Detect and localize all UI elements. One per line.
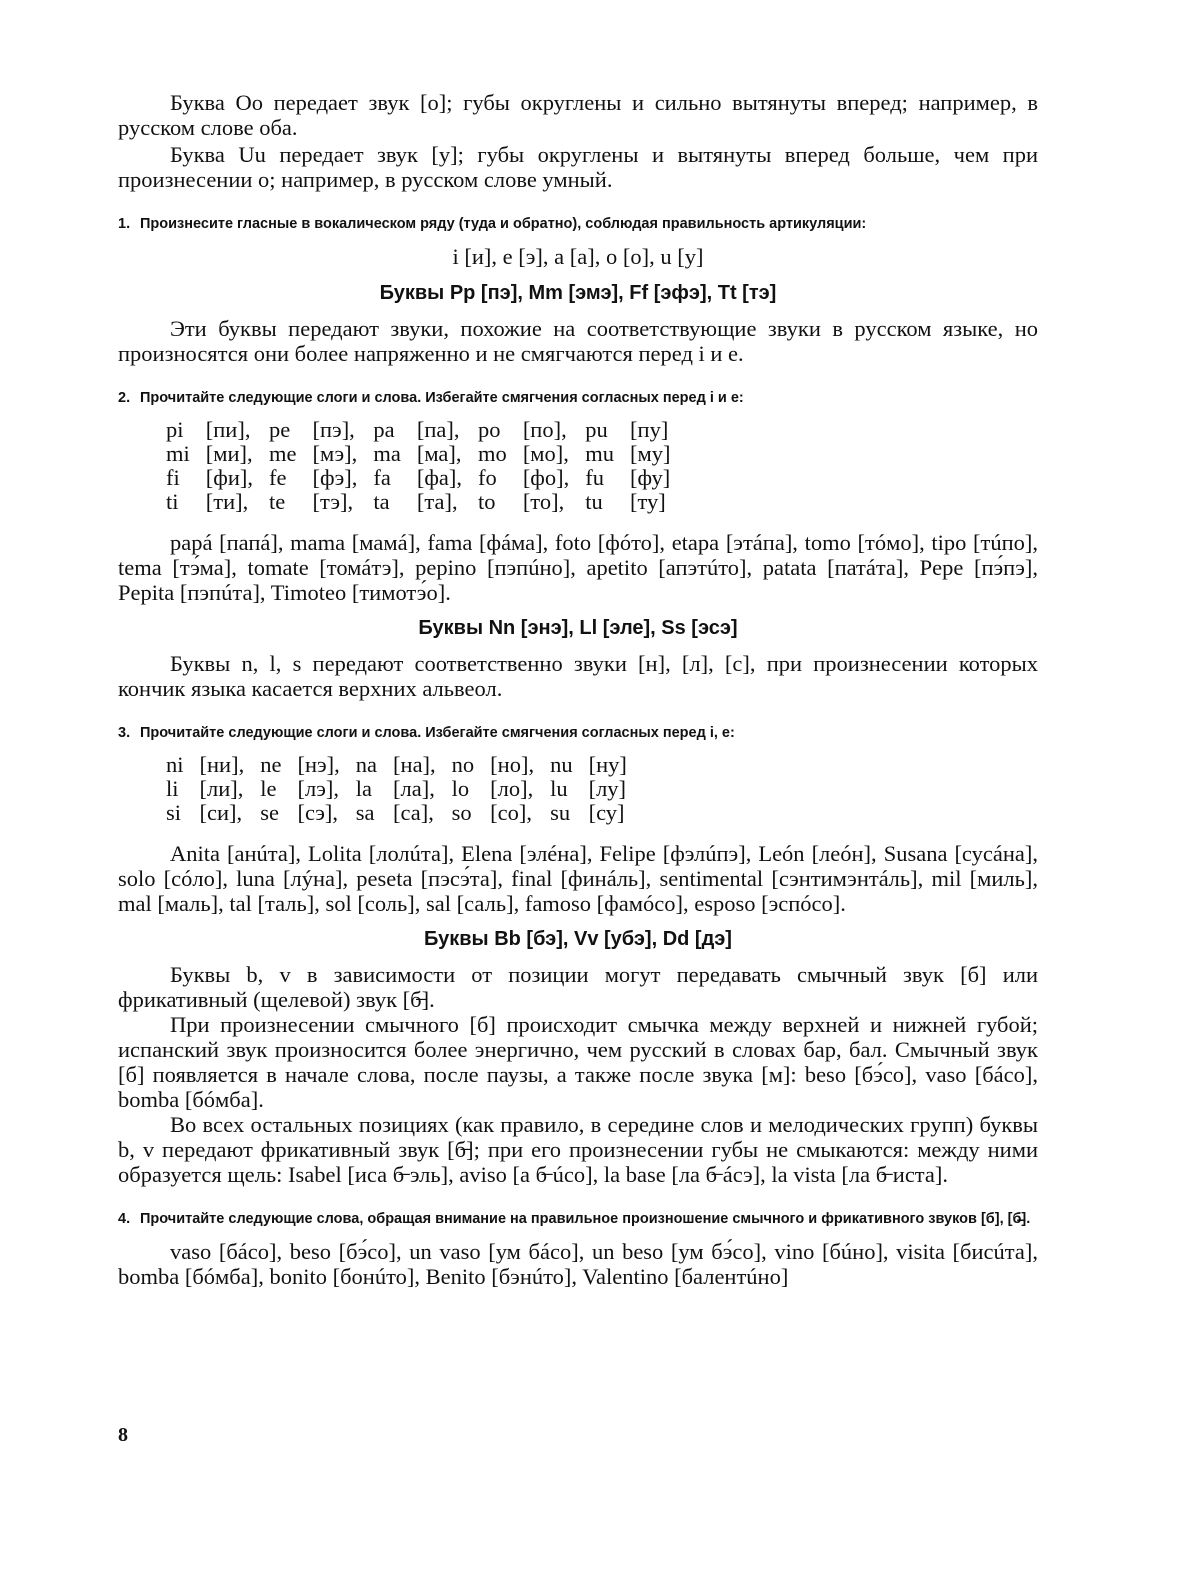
syllable-cell: [су] — [588, 800, 625, 825]
syllable-cell: no — [451, 752, 475, 777]
syllable-cell: [ли], — [199, 776, 244, 801]
exercise-text: Прочитайте следующие слоги и слова. Избегайте смягчения согласных перед i и e: — [140, 390, 744, 406]
syllable-cell: [ту] — [630, 489, 666, 514]
section-text-bvd-3: Во всех остальных позициях (как правило, в середине слов и мелодических групп) буквы b, v передают фрикативный звук [б̶]; при его произнесении губы не смыкаются: между ними образуется щель: Isabel [иса б̶ эль], aviso [а б̶ úсо], la base [ла б̶ áсэ], la vista [ла б̶ иста]. — [118, 1112, 1038, 1187]
syllable-row — [166, 777, 643, 801]
page-number: 8 — [118, 1424, 128, 1446]
syllable-cell: [фи], — [205, 465, 253, 490]
syllable-cell: te — [269, 489, 286, 514]
section-text-bvd-1: Буквы b, v в зависимости от позиции могут передавать смычный звук [б] или фрикативный (щелевой) звук [б̶]. — [118, 962, 1038, 1012]
syllable-cell: [ло], — [490, 776, 534, 801]
syllable-cell: [на], — [393, 752, 436, 777]
syllable-cell: le — [260, 776, 277, 801]
syllable-cell: [фэ], — [312, 465, 358, 490]
page-content — [118, 90, 1038, 1289]
word-list-3: Anita [анúта], Lolita [лолúта], Elena [элéна], Felipe [фэлúпэ], León [леóн], Susana [сусáна], solo [сóло], luna [лýна], peseta [пэсэ́та], final [финáль], sentimental [сэнтимэнтáль], mil [миль], mal [маль], tal [таль], sol [соль], sal [саль], famoso [фамóсо], esposo [эспóсо]. — [118, 841, 1038, 916]
syllable-cell: [пу] — [630, 417, 669, 442]
syllable-cell: po — [478, 417, 501, 442]
syllable-cell: fu — [585, 465, 605, 490]
exercise-4-instruction — [118, 1209, 1038, 1229]
syllable-row — [166, 801, 643, 825]
syllable-cell: ne — [260, 752, 282, 777]
syllable-cell: [фа], — [416, 465, 463, 490]
syllable-cell: [мэ], — [312, 441, 358, 466]
word-list-2: papá [папá], mama [мамá], fama [фáма], foto [фóто], etapa [этáпа], tomo [тóмо], tipo [тúпо], tema [тэ́ма], tomate [томáтэ], pepino [пэпúно], apetito [апэтúто], patata [патáта], Pepe [пэ́пэ], Pepita [пэпúта], Timoteo [тимотэ́о]. — [118, 530, 1038, 605]
syllable-cell: nu — [550, 752, 573, 777]
exercise-text: Произнесите гласные в вокалическом ряду (туда и обратно), соблюдая правильность артикуляции: — [140, 216, 867, 232]
syllable-row — [166, 490, 687, 514]
exercise-number: 4. — [118, 1211, 131, 1227]
syllable-cell: [сэ], — [297, 800, 338, 825]
syllable-cell: lu — [550, 776, 568, 801]
syllable-cell: me — [269, 441, 297, 466]
vowel-row: i [и], e [э], a [а], o [о], u [у] — [452, 244, 704, 269]
exercise-number: 1. — [118, 216, 131, 232]
syllable-table-3 — [166, 753, 643, 825]
syllable-cell: la — [355, 776, 373, 801]
section-text-nls: Буквы n, l, s передают соответственно звуки [н], [л], [с], при произнесении которых кончик языка касается верхних альвеол. — [118, 651, 1038, 701]
syllable-cell: [та], — [416, 489, 458, 514]
section-title-nls: Буквы Nn [энэ], Ll [эле], Ss [эсэ] — [418, 617, 738, 639]
syllable-table-2 — [166, 418, 687, 514]
syllable-cell: ni — [166, 752, 184, 777]
syllable-cell: tu — [585, 489, 603, 514]
syllable-cell: ti — [166, 489, 179, 514]
syllable-cell: [ни], — [199, 752, 245, 777]
syllable-cell: [ма], — [416, 441, 462, 466]
syllable-cell: mo — [478, 441, 507, 466]
section-title-pmft: Буквы Pp [пэ], Mm [эмэ], Ff [эфэ], Tt [тэ] — [379, 282, 777, 304]
syllable-row — [166, 753, 643, 777]
exercise-2-instruction — [118, 388, 1038, 408]
syllable-cell: [фо], — [522, 465, 570, 490]
exercise-1-instruction — [118, 214, 1038, 234]
intro-paragraph-u: Буква Uu передает звук [у]; губы округлены и вытянуты вперед больше, чем при произнесении o; например, в русском слове умный. — [118, 142, 1038, 192]
syllable-row — [166, 442, 687, 466]
syllable-cell: ma — [373, 441, 401, 466]
syllable-cell: [но], — [490, 752, 535, 777]
syllable-cell: si — [166, 800, 182, 825]
syllable-cell: [лу] — [588, 776, 627, 801]
syllable-cell: [нэ], — [297, 752, 340, 777]
syllable-cell: pi — [166, 417, 184, 442]
syllable-cell: [фу] — [630, 465, 671, 490]
syllable-cell: su — [550, 800, 571, 825]
syllable-cell: pa — [373, 417, 395, 442]
word-list-4: vaso [бáсо], beso [бэ́со], un vaso [ум бáсо], un beso [ум бэ́со], vino [бúно], visita [бисúта], bomba [бóмба], bonito [бонúто], Benito [бэнúто], Valentino [балентúно] — [118, 1239, 1038, 1289]
exercise-number: 3. — [118, 725, 131, 741]
syllable-cell: [пи], — [205, 417, 251, 442]
syllable-cell: fe — [269, 465, 287, 490]
syllable-cell: [са], — [393, 800, 434, 825]
syllable-cell: fo — [478, 465, 497, 490]
syllable-cell: lo — [451, 776, 470, 801]
exercise-text: Прочитайте следующие слоги и слова. Избегайте смягчения согласных перед i, e: — [140, 725, 735, 741]
syllable-cell: sa — [355, 800, 375, 825]
syllable-cell: [пэ], — [312, 417, 355, 442]
syllable-cell: fa — [373, 465, 391, 490]
section-text-pmft: Эти буквы передают звуки, похожие на соответствующие звуки в русском языке, но произносятся они более напряженно и не смягчаются перед i и e. — [118, 316, 1038, 366]
syllable-cell: na — [355, 752, 378, 777]
syllable-row — [166, 418, 687, 442]
syllable-cell: mu — [585, 441, 615, 466]
section-title-bvd: Буквы Bb [бэ], Vv [убэ], Dd [дэ] — [424, 928, 732, 950]
syllable-cell: to — [478, 489, 496, 514]
syllable-cell: fi — [166, 465, 180, 490]
exercise-3-instruction — [118, 723, 1038, 743]
syllable-cell: pu — [585, 417, 608, 442]
syllable-cell: mi — [166, 441, 190, 466]
syllable-cell: [му] — [630, 441, 671, 466]
syllable-cell: [ти], — [205, 489, 249, 514]
syllable-cell: [тэ], — [312, 489, 354, 514]
syllable-cell: so — [451, 800, 472, 825]
exercise-number: 2. — [118, 390, 131, 406]
syllable-cell: [со], — [490, 800, 533, 825]
intro-paragraph-o: Буква Oo передает звук [о]; губы округлены и сильно вытянуты вперед; например, в русском слове оба. — [118, 90, 1038, 140]
syllable-cell: [па], — [416, 417, 460, 442]
syllable-cell: [мо], — [522, 441, 569, 466]
syllable-cell: se — [260, 800, 279, 825]
syllable-cell: ta — [373, 489, 390, 514]
syllable-cell: pe — [269, 417, 291, 442]
syllable-cell: li — [166, 776, 179, 801]
syllable-cell: [по], — [522, 417, 567, 442]
exercise-text: Прочитайте следующие слова, обращая внимание на правильное произношение смычного и фрикативного звуков [б], [б̶]. — [140, 1211, 1031, 1227]
syllable-row — [166, 466, 687, 490]
syllable-cell: [си], — [199, 800, 243, 825]
syllable-cell: [ну] — [588, 752, 627, 777]
syllable-cell: [лэ], — [297, 776, 339, 801]
section-text-bvd-2: При произнесении смычного [б] происходит смычка между верхней и нижней губой; испанский звук произносится более энергично, чем русский в словах бар, бал. Смычный звук [б] появляется в начале слова, после паузы, а также после звука [м]: beso [бэ́со], vaso [бáсо], bomba [бóмба]. — [118, 1012, 1038, 1112]
syllable-cell: [ла], — [393, 776, 435, 801]
syllable-cell: [ми], — [205, 441, 253, 466]
syllable-cell: [то], — [522, 489, 565, 514]
